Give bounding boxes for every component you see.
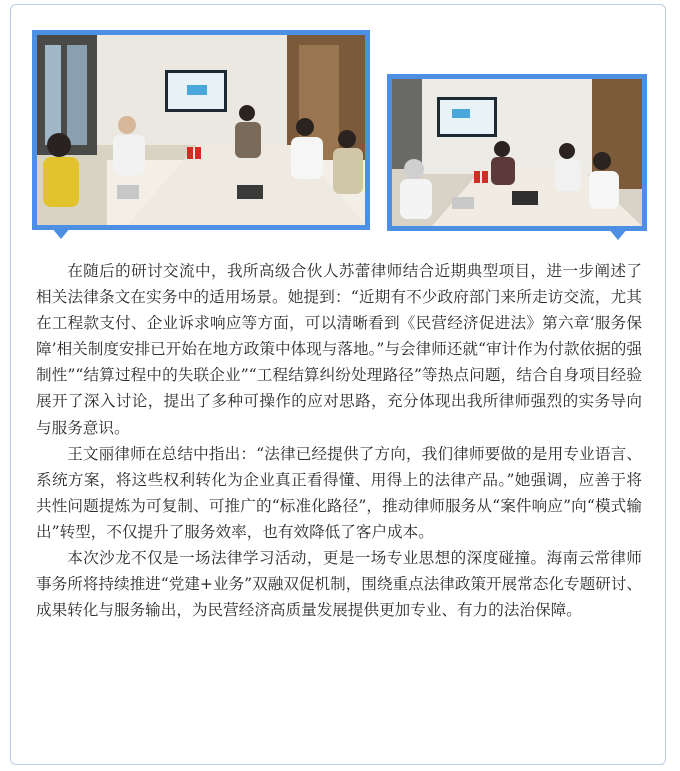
photo-frame-left xyxy=(32,30,370,230)
photo-frame-right xyxy=(387,74,647,231)
pointer-right xyxy=(608,228,628,240)
paragraph-1: 在随后的研讨交流中，我所高级合伙人苏蕾律师结合近期典型项目，进一步阐述了相关法律条文在实务中的适用场景。她提到：“近期有不少政府部门来所走访交流，尤其在工程款支付、企业诉求响应等方面，可以清晰看到《民营经济促进法》第六章‘服务保障’相关制度安排已开始在地方政策中体现与落地。”与会律师还就“审计作为付款依据的强制性”“结算过程中的失联企业”“工程结算纠纷处理路径”等热点问题，结合自身项目经验展开了深入讨论，提出了多种可操作的应对思路，充分体现出我所律师强烈的实务导向与服务意识。 xyxy=(36,262,642,437)
article-body xyxy=(36,258,642,623)
paragraph-3: 本次沙龙不仅是一场法律学习活动，更是一场专业思想的深度碰撞。海南云常律师事务所将持续推进“党建+业务”双融双促机制，围绕重点法律政策开展常态化专题研讨、成果转化与服务输出，为民营经济高质量发展提供更加专业、有力的法治保障。 xyxy=(36,549,642,620)
paragraph-2: 王文丽律师在总结中指出：“法律已经提供了方向，我们律师要做的是用专业语言、系统方案，将这些权利转化为企业真正看得懂、用得上的法律产品。”她强调，应善于将共性问题提炼为可复制、可推广的“标准化路径”，推动律师服务从“案件响应”向“模式输出”转型，不仅提升了服务效率，也有效降低了客户成本。 xyxy=(36,444,642,541)
seminar-photo-right xyxy=(392,79,642,226)
seminar-photo-left xyxy=(37,35,365,225)
pointer-left xyxy=(51,227,71,239)
